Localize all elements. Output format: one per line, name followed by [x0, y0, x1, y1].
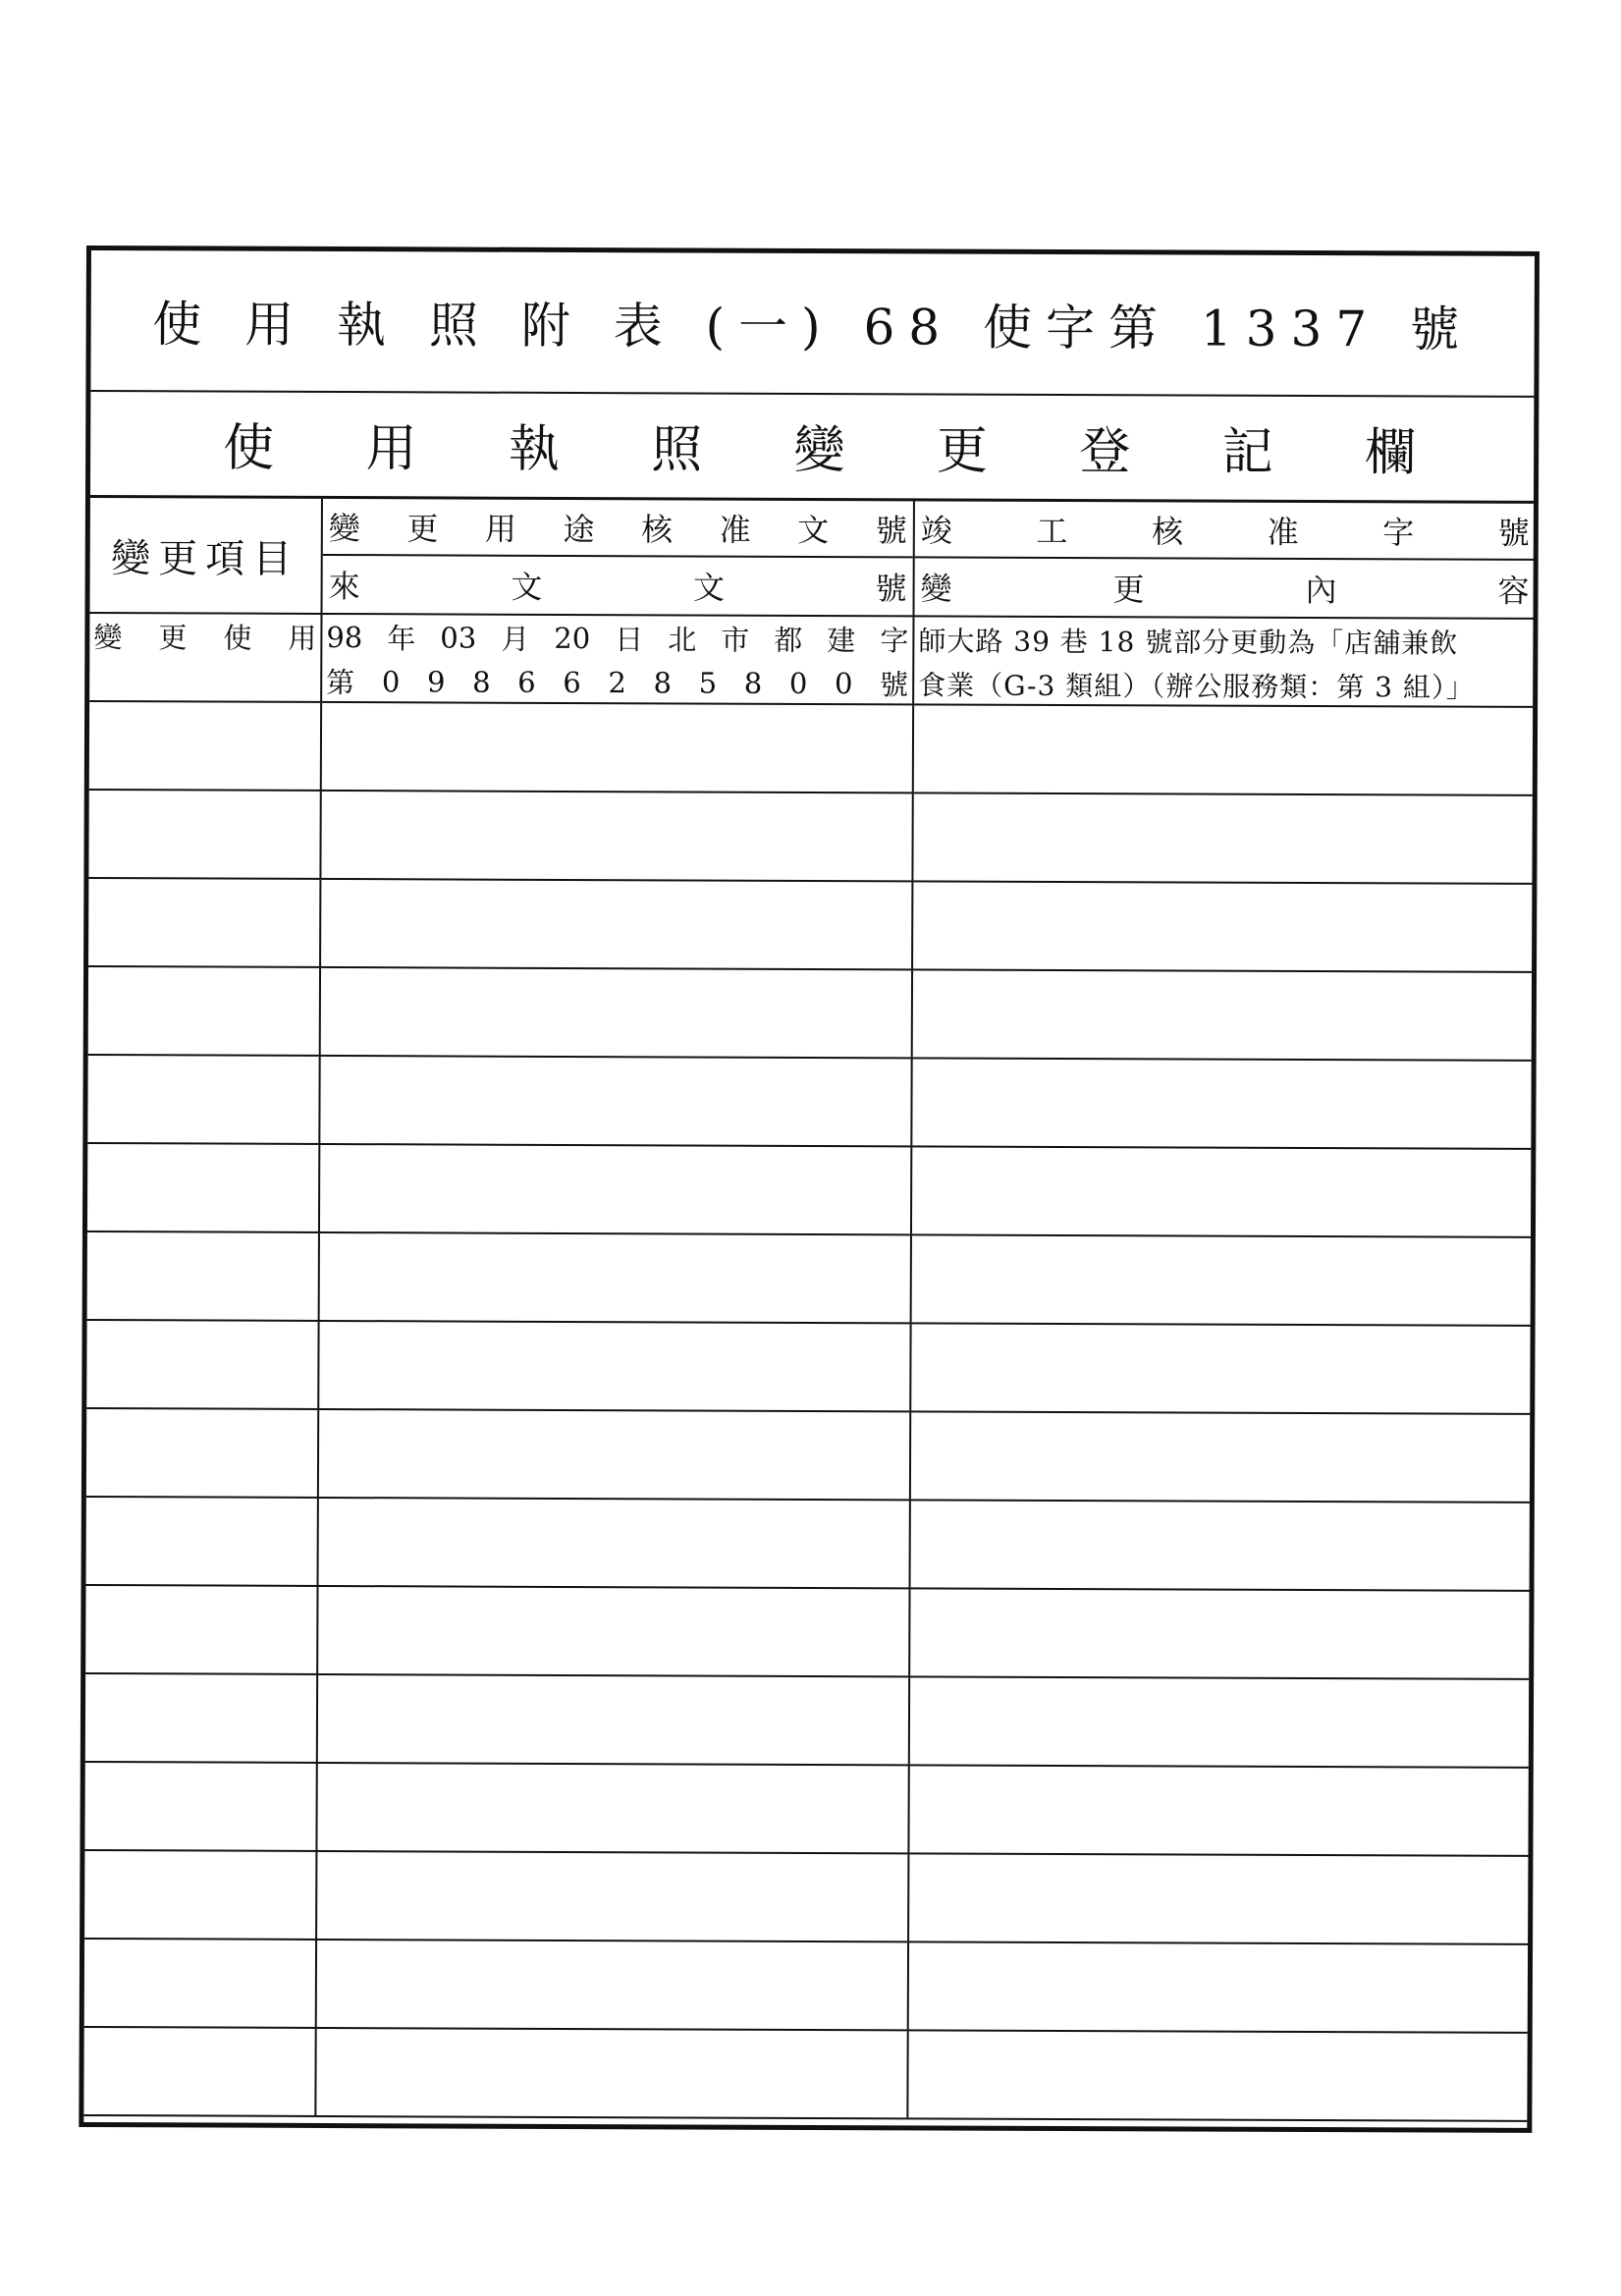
approval-char: 8 — [653, 665, 673, 699]
item-char: 更 — [158, 621, 188, 655]
header-completion-no — [915, 501, 1536, 561]
empty-cell — [913, 882, 1534, 971]
table-row — [87, 1232, 1531, 1327]
table-row — [88, 791, 1532, 885]
empty-cell — [89, 702, 322, 790]
approval-char: 20 — [554, 621, 591, 655]
empty-cell — [321, 880, 913, 968]
header-change-content — [914, 558, 1535, 618]
empty-cell — [87, 1144, 320, 1231]
header-char: 准 — [1267, 513, 1299, 551]
change-item-text — [89, 614, 320, 659]
empty-cell — [911, 1412, 1532, 1502]
empty-cell — [910, 1589, 1531, 1678]
header-char: 用 — [484, 510, 517, 548]
table-row — [84, 1851, 1528, 1945]
table-row — [89, 614, 1533, 708]
header-char: 准 — [719, 511, 751, 549]
empty-cell — [86, 1498, 319, 1585]
table-row — [89, 702, 1533, 796]
empty-cell — [84, 1851, 317, 1939]
empty-cell — [316, 2029, 908, 2117]
header-char: 文 — [511, 568, 543, 606]
empty-cell — [912, 1059, 1533, 1148]
approval-char: 號 — [880, 668, 909, 702]
empty-cell — [910, 1677, 1531, 1767]
change-content-line-1: 師大路 39 巷 18 號部分更動為「店舖兼飲 — [918, 624, 1459, 660]
header-char: 變 — [328, 509, 360, 548]
approval-char: 第 — [326, 665, 355, 700]
approval-char: 8 — [743, 666, 763, 700]
header-char: 字 — [1382, 514, 1415, 552]
table-row — [86, 1409, 1530, 1503]
empty-cell — [908, 2031, 1529, 2120]
approval-char: 9 — [426, 664, 446, 698]
approval-char: 6 — [517, 665, 536, 699]
empty-cell — [321, 968, 913, 1057]
header-approval-column — [322, 499, 914, 617]
empty-cell — [913, 793, 1534, 883]
empty-cell — [86, 1321, 319, 1408]
empty-cell — [87, 1056, 320, 1143]
approval-char: 5 — [698, 666, 718, 700]
empty-cell — [321, 792, 913, 880]
header-char: 來 — [328, 567, 360, 606]
table-row — [84, 1763, 1528, 1857]
table-row — [88, 967, 1532, 1062]
subtitle-char: 用 — [365, 419, 417, 479]
empty-cell — [322, 703, 914, 792]
form-title: 使 用 執 照 附 表 (一) 68 使字第 1337 號 — [90, 250, 1535, 398]
table-row — [84, 1940, 1528, 2034]
empty-cell — [913, 970, 1534, 1060]
table-row — [85, 1674, 1529, 1769]
header-char: 途 — [563, 510, 595, 549]
item-char: 變 — [93, 621, 123, 655]
empty-cell — [912, 1235, 1533, 1325]
approval-char: 都 — [774, 623, 803, 657]
subtitle-char: 登 — [1079, 422, 1131, 482]
subtitle-char: 執 — [508, 419, 561, 479]
subtitle-char: 欄 — [1364, 423, 1417, 483]
approval-char: 北 — [668, 623, 697, 657]
empty-cell — [319, 1499, 911, 1587]
empty-cell — [914, 705, 1535, 794]
header-char: 變 — [920, 570, 952, 608]
approval-char: 98 — [326, 620, 363, 654]
empty-cell — [909, 1766, 1530, 1855]
approval-char: 月 — [501, 622, 530, 656]
approval-char: 0 — [788, 666, 808, 700]
table-row — [86, 1498, 1530, 1592]
header-incoming-doc — [323, 556, 913, 615]
subtitle-char: 使 — [223, 418, 275, 478]
empty-cell — [86, 1409, 319, 1497]
empty-cell — [909, 1942, 1530, 2032]
empty-cell — [84, 1940, 317, 2027]
empty-cell — [85, 1586, 318, 1673]
subtitle-char: 變 — [793, 420, 845, 481]
approval-char: 6 — [563, 665, 581, 699]
empty-cell — [320, 1057, 912, 1145]
table-row — [85, 1586, 1529, 1680]
approval-char: 2 — [608, 665, 626, 699]
header-char: 工 — [1036, 512, 1068, 551]
approval-char: 字 — [880, 624, 909, 658]
empty-cell — [317, 1852, 909, 1941]
approval-char: 0 — [381, 664, 401, 698]
subtitle-char: 記 — [1221, 422, 1273, 482]
header-char: 核 — [641, 511, 674, 549]
header-char: 號 — [875, 512, 907, 550]
change-item-cell — [89, 614, 322, 701]
empty-cell — [319, 1410, 911, 1499]
header-char: 更 — [406, 510, 439, 548]
empty-cell — [911, 1501, 1532, 1590]
empty-cell — [83, 2028, 316, 2115]
table-row — [87, 1144, 1531, 1238]
header-change-item: 變更項目 — [89, 498, 322, 615]
form-subtitle — [90, 390, 1534, 504]
empty-cell — [319, 1322, 911, 1410]
empty-cell — [320, 1233, 912, 1322]
table-row — [87, 1056, 1531, 1150]
empty-cell — [317, 1941, 909, 2029]
empty-cell — [318, 1587, 910, 1675]
approval-date-line — [322, 615, 912, 661]
approval-number-cell — [322, 615, 914, 703]
approval-char: 日 — [615, 623, 644, 657]
change-content-cell — [914, 617, 1535, 706]
header-char: 號 — [1497, 514, 1530, 552]
item-char: 使 — [223, 621, 252, 655]
subtitle-char: 更 — [936, 421, 989, 481]
license-change-form — [79, 246, 1540, 2133]
empty-cell — [909, 1854, 1530, 1943]
header-char: 容 — [1497, 572, 1530, 610]
change-content-line-2: 食業（G-3 類組）（辦公服務類：第 3 組）」 — [918, 668, 1475, 704]
header-char: 竣 — [920, 512, 952, 550]
approval-char: 市 — [721, 623, 750, 657]
empty-cell — [912, 1147, 1533, 1236]
empty-cell — [87, 1232, 320, 1320]
empty-cell — [320, 1145, 912, 1233]
approval-char: 0 — [834, 666, 853, 700]
empty-cell — [88, 967, 321, 1055]
approval-char: 8 — [472, 665, 491, 699]
table-row — [88, 879, 1532, 973]
empty-cell — [911, 1324, 1532, 1413]
table-row — [83, 2028, 1527, 2122]
approval-number-line — [322, 659, 912, 705]
empty-cell — [88, 879, 321, 966]
header-char: 核 — [1151, 513, 1184, 551]
approval-char: 建 — [827, 624, 856, 658]
empty-cell — [88, 791, 321, 878]
subtitle-char: 照 — [651, 420, 703, 480]
approval-char: 03 — [440, 620, 477, 655]
empty-cell — [317, 1764, 909, 1852]
empty-cell — [85, 1674, 318, 1762]
header-completion-column — [914, 501, 1535, 620]
table-row — [86, 1321, 1530, 1415]
header-char: 內 — [1305, 571, 1337, 610]
empty-cell — [84, 1763, 317, 1850]
item-char: 用 — [288, 621, 317, 655]
header-char: 文 — [797, 511, 830, 550]
header-approval-no — [323, 499, 913, 558]
approval-char: 年 — [387, 622, 416, 656]
header-char: 文 — [692, 569, 726, 607]
header-char: 號 — [875, 570, 907, 608]
empty-cell — [318, 1675, 910, 1764]
header-char: 更 — [1112, 571, 1145, 609]
